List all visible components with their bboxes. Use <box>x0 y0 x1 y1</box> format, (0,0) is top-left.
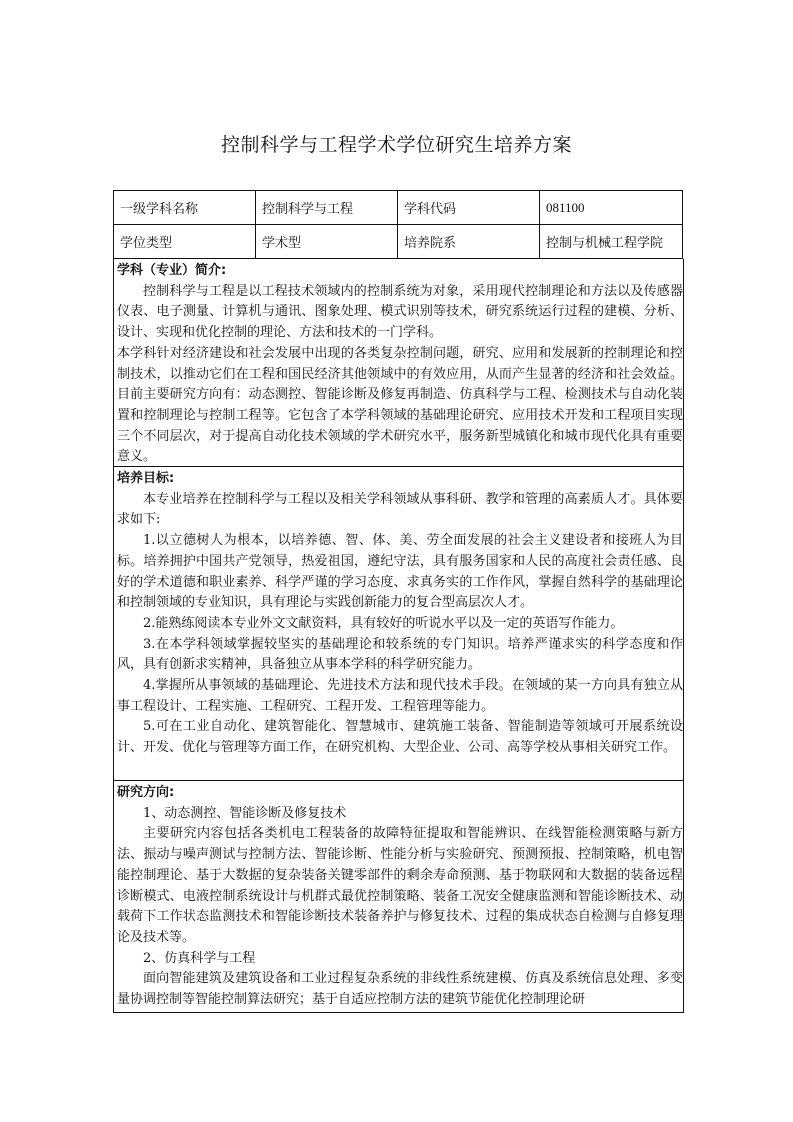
table-row <box>114 191 683 225</box>
goal-item: 4.掌握所从事领域的基础理论、先进技术方法和现代技术手段。在领域的某一方向具有独立从事工程设计、工程实施、工程研究、工程开发、工程管理等能力。 <box>117 678 683 714</box>
section-intro <box>113 259 684 467</box>
page-title: 控制科学与工程学术学位研究生培养方案 <box>220 134 572 156</box>
paragraph: 主要研究内容包括各类机电工程装备的故障特征提取和智能辨识、在线智能检测策略与新方法、振动与噪声测试与控制方法、智能诊断、性能分析与实验研究、预测预报、控制策略，机电智能控制理论、基于大数据的复杂装备关键零部件的剩余寿命预测、基于物联网和大数据的装备远程诊断模式、电液控制系统设计与机群式最优控制策略、装备工况安全健康监测和智能诊断技术、动载荷下工作状态监测技术和智能诊断技术装备养护与修复技术、过程的集成状态自检测与自修复理论及技术等。 <box>117 826 683 945</box>
paragraph: 面向智能建筑及建筑设备和工业过程复杂系统的非线性系统建模、仿真及系统信息处理、多变量协调控制等智能控制算法研究；基于自适应控制方法的建筑节能优化控制理论研 <box>117 971 683 1008</box>
goal-item: 5.可在工业自动化、建筑智能化、智慧城市、建筑施工装备、智能制造等领域可开展系统设计、开发、优化与管理等方面工作，在研究机构、大型企业、公司、高等学校从事相关研究工作。 <box>117 719 683 756</box>
table-row <box>114 225 683 259</box>
goal-item: 3.在本学科领域掌握较坚实的基础理论和较系统的专门知识。培养严谨求实的科学态度和作风，具有创新求实精神，具备独立从事本学科的科学研究能力。 <box>117 636 683 673</box>
info-table <box>113 190 683 259</box>
value-discipline-code: 081100 <box>540 191 683 225</box>
section-heading: 研究方向: <box>117 785 175 800</box>
label-degree-type: 学位类型 <box>114 225 256 259</box>
value-degree-type: 学术型 <box>256 225 398 259</box>
label-department: 培养院系 <box>398 225 540 259</box>
direction-title: 1、动态测控、智能诊断及修复技术 <box>143 805 347 821</box>
section-directions <box>113 781 684 1013</box>
paragraph: 控制科学与工程是以工程技术领域内的控制系统为对象，采用现代控制理论和方法以及传感器仪表、电子测量、计算机与通讯、图象处理、模式识别等技术，研究系统运行过程的建模、分析、设计、实现和优化控制的理论、方法和技术的一门学科。 <box>117 283 683 341</box>
goal-item: 2.能熟练阅读本专业外文文献资料，具有较好的听说水平以及一定的英语写作能力。 <box>143 615 624 631</box>
goal-item: 1.以立德树人为根本，以培养德、智、体、美、劳全面发展的社会主义建设者和接班人为目标。培养拥护中国共产党领导，热爱祖国，遵纪守法，具有服务国家和人民的高度社会责任感、良好的学术道德和职业素养、科学严谨的学习态度、求真务实的工作作风，掌握自然科学的基础理论和控制领域的专业知识，具有理论与实践创新能力的复合型高层次人才。 <box>117 533 683 611</box>
paragraph: 本学科针对经济建设和社会发展中出现的各类复杂控制问题，研究、应用和发展新的控制理论和控制技术，以推动它们在工程和国民经济其他领域中的有效应用，从而产生显著的经济和社会效益。目前主要研究方向有：动态测控、智能诊断及修复再制造、仿真科学与工程、检测技术与自动化装置和控制理论与控制工程等。它包含了本学科领域的基础理论研究、应用技术开发和工程项目实现三个不同层次，对于提高自动化技术领域的学术研究水平，服务新型城镇化和城市现代化具有重要意义。 <box>117 345 683 465</box>
paragraph: 本专业培养在控制科学与工程以及相关学科领域从事科研、教学和管理的高素质人才。具体要求如下: <box>117 491 683 528</box>
program-sheet <box>113 190 681 1013</box>
label-discipline-code: 学科代码 <box>398 191 540 225</box>
label-discipline-name: 一级学科名称 <box>114 191 256 225</box>
value-department: 控制与机械工程学院 <box>540 225 683 259</box>
section-goals <box>113 467 684 781</box>
section-heading: 培养目标: <box>117 471 175 486</box>
section-heading: 学科（专业）简介: <box>117 263 227 278</box>
value-discipline-name: 控制科学与工程 <box>256 191 398 225</box>
direction-title: 2、仿真科学与工程 <box>143 950 256 966</box>
